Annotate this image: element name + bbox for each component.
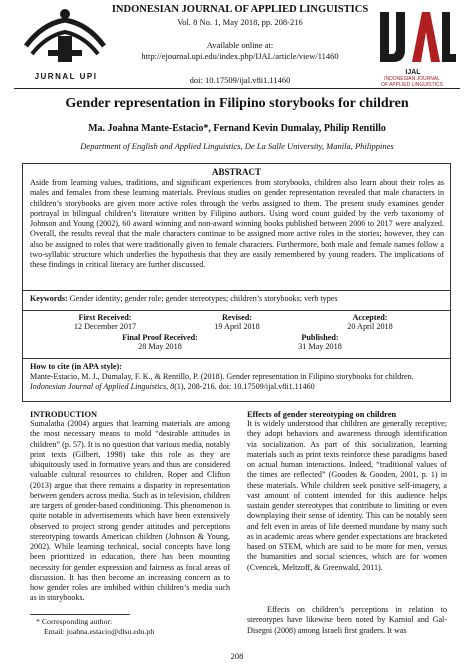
first-received-date: 12 December 2017 [73, 322, 137, 331]
keywords-list: Gender identity; gender role; gender stereotypes; children’s storybooks; verb types [69, 294, 338, 303]
available-online-label: Available online at: [206, 40, 274, 50]
final-proof-date: 28 May 2018 [138, 342, 182, 351]
journal-name: INDONESIAN JOURNAL OF APPLIED LINGUISTICS [111, 4, 369, 15]
citation-tail: (1), 208-216. doi: 10.17509/ijal.v8i1.11460 [174, 382, 315, 391]
abstract-text: Aside from learning values, traditions, and significant experiences from storybooks, children also learn about their roles as males and females from these learning materials. Previous studies on gender representation revealed that male characters in children’s storybooks are given more active roles through the verbs assigned to them. The present study examines gender portrayal in bilingual children’s literature written by Filipino authors. Using word count guided by the verb taxonomy of Johnson and Young (2002), 60 award winning and non-award winning books published between 2006 to 2017 were analyzed. Overall, the results reveal that the male characters continue to be assigned more active roles in the stories; however, they can also be assigned to roles that were traditionally given to female characters. Furthermore, both male and female names follow a two-syllabic structure which underlies the hypothesis that they are easily remembered by young readers. The implications of these findings in critical literacy are further discussed. [30, 178, 444, 270]
ijal-logo-caption [360, 76, 464, 88]
revised-label: Revised: [221, 313, 252, 322]
article-doi[interactable]: doi: 10.17509/ijal.v8i1.11460 [189, 75, 291, 85]
ijal-logo-letters: IJAL [405, 69, 421, 76]
footnote-rule [30, 614, 130, 615]
effects-text: It is widely understood that children are generally receptive; they adopt behaviors and awareness through identification via socialization. As part of this socialization, learning materials such as print texts reinforce these paradigms based on actual human interactions. Indeed, “traditional values of the times are reflected” (Gooden & Gooden, 2001, p. 1) in these materials. While children seek positive self-imagery, a vast amount of content intended for this audience helps sustain gender stereotypes that contribute to limiting or even downplaying their sense of identity. This can be notably seen and felt even in areas of life deemed mundane by many such as in academic areas where gender expectations are bracketed based on STEM, which are said to be more for men, versus the humanities and social sciences, which are for women (Cvencek, Meltzoff, & Greenwald, 2011). [247, 419, 447, 572]
header-rule [14, 88, 460, 89]
citation-heading: How to cite (in APA style): [30, 362, 122, 371]
journal-volume: Vol. 8 No. 1, May 2018, pp. 208-216 [177, 17, 303, 27]
revised-date: 19 April 2018 [214, 322, 260, 331]
published-date: 31 May 2018 [298, 342, 342, 351]
corresponding-author-note: * Corresponding author: [36, 617, 113, 626]
published-label: Published: [301, 333, 339, 342]
accepted-label: Accepted: [352, 313, 388, 322]
corresponding-author-email[interactable]: Email: joahna.estacio@dlsu.edu.ph [44, 627, 155, 636]
author-affiliation: Department of English and Applied Linguistics, De La Salle University, Manila, Philippines [80, 141, 394, 151]
effects-heading: Effects of gender stereotyping on children [247, 410, 397, 419]
introduction-heading: INTRODUCTION [30, 410, 98, 419]
ijal-logo [368, 8, 458, 78]
citation-journal: Indonesian Journal of Applied Linguistics, 8 [30, 382, 175, 391]
article-authors: Ma. Joahna Mante-Estacio*, Fernand Kevin Dumalay, Philip Rentillo [88, 123, 386, 134]
accepted-date: 20 April 2018 [347, 322, 393, 331]
jurnal-upi-logo [22, 6, 108, 68]
final-proof-label: Final Proof Received: [122, 333, 198, 342]
introduction-text: Sumalatha (2004) argues that learning materials are among the most necessary means to mold “desirable attitudes in children” (p. 57). It is no question that various media, notably print texts (Gilbert, 1998) take this role as they are ubiquitously used in formative years and thus are considered valuable cultural resources to children. Roper and Clifton (2013) argue that there remains a disparity in representation between genders across media. Such as in television, children are targets of gender-based conditioning. This phenomenon is quite notable in advertisements which have been extensively observed to project strong gender attitudes and perceptions stereotyping towards American children (Johnson & Young, 2002). While learning technical, social concepts have long been prioritized in education, there has been mounting necessity for gender expression and fairness as focal areas of discussion. It has then become an increasing concern as to how gender roles are imbibed within children’s media such as in storybooks. [30, 419, 230, 603]
citation-main: Mante-Estacio, M. J., Dumalay, F. K., & Rentillo, P. (2018). Gender representation in Filipino storybooks for children. [30, 372, 414, 381]
article-title: Gender representation in Filipino storybooks for children [65, 96, 409, 111]
ijal-logo-caption-line2: OF APPLIED LINGUISTICS [381, 82, 443, 88]
ijal-logo-caption-line1: INDONESIAN JOURNAL [384, 76, 440, 82]
abstract-heading: ABSTRACT [211, 167, 261, 177]
keywords-label: Keywords: [30, 294, 68, 303]
keywords [30, 294, 444, 303]
jurnal-upi-logo-text: JURNAL UPI [34, 72, 98, 81]
effects-text-paragraph-2: Effects on children’s perceptions in relation to stereotypes have likewise been noted by Karniol and Gal-Disegni (2008) among Israeli first graders. It was [247, 605, 447, 635]
abstract-divider [22, 290, 451, 291]
citation-text [30, 372, 444, 392]
page-number: 208 [230, 651, 244, 661]
article-url[interactable]: http://ejournal.upi.edu/index.php/IJAL/article/view/11460 [141, 51, 339, 61]
first-received-label: First Received: [78, 313, 132, 322]
